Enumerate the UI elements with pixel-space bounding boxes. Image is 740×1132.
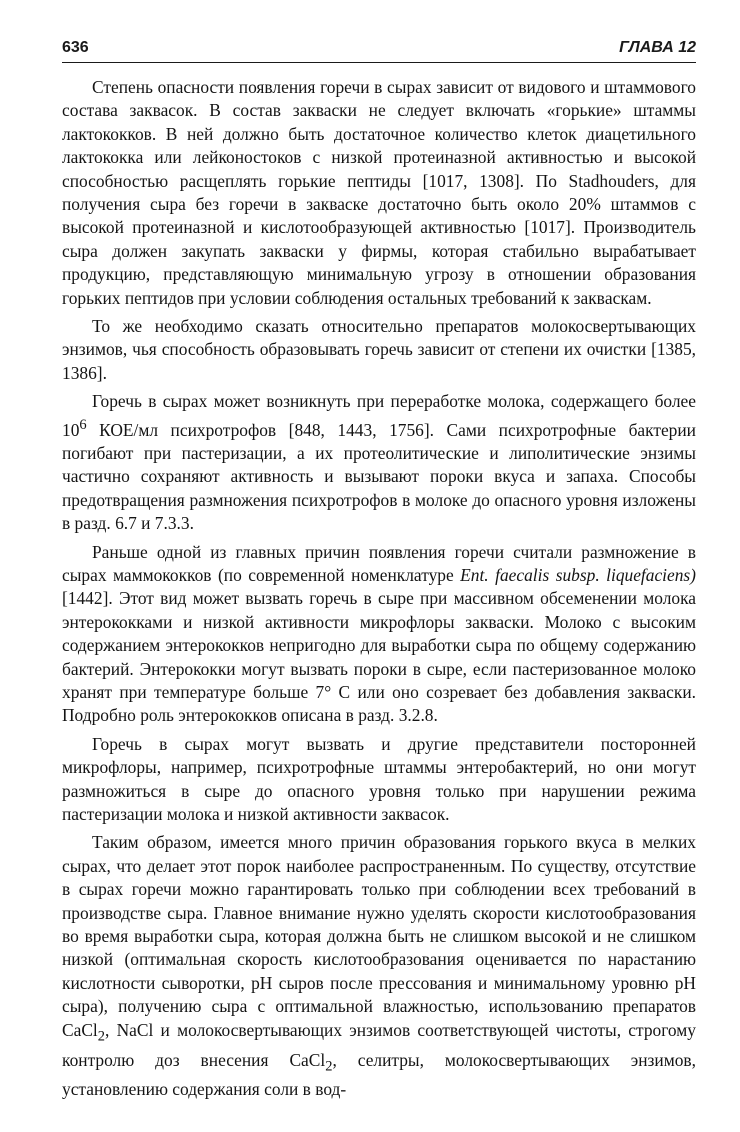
header-rule	[62, 62, 696, 63]
text-segment: Раньше одной из главных причин появления горечи считали размножение в сырах маммококков (по современной номенклатуре	[62, 541, 696, 585]
paragraph-enterococci	[62, 541, 696, 728]
paragraph-psychrotrophs	[62, 390, 696, 535]
paragraph-other-microflora: Горечь в сырах могут вызвать и другие представители посторонней микрофлоры, например, психротрофные штаммы энтеробактерий, но они могут размножиться в сыре до опасного уровня только при нарушении режима пастеризации молока и низкой активности заквасок.	[62, 733, 696, 824]
paragraph-enzymes: То же необходимо сказать относительно препаратов молокосвертывающих энзимов, чья способность образовывать горечь зависит от степени их очистки [1385, 1386].	[62, 316, 696, 383]
text-segment: КОЕ/мл психротрофов [848, 1443, 1756]. Сами психротрофные бактерии погибают при пастеризации, а их протеолитические и липолитические энзимы частично сохраняют активность и вызывают пороки вкуса и запаха. Способы предотвращения размножения психротрофов в молоке до опасного уровня изложены в разд. 6.7 и 7.3.3.	[62, 419, 696, 534]
text-segment: [1442]. Этот вид может вызвать горечь в сыре при массивном обсеменении молока энтерококками и низкой активности микрофлоры закваски. Молоко с высоким содержанием энтерококков непригодно для выработки сыра по общему содержанию бактерий. Энтерококки могут вызвать пороки в сыре, если пастеризованное молоко хранят при температуре больше 7° С или оно созревает без добавления закваски. Подробно роль энтерококков описана в разд. 3.2.8.	[62, 588, 696, 726]
subscript: 2	[325, 1057, 333, 1074]
text-segment: Таким образом, имеется много причин образования горького вкуса в мелких сырах, что делает этот порок наиболее распространенным. По существу, отсутствие в сырах горечи можно гарантировать только при соблюдении всех требований в производстве сыра. Главное внимание нужно уделять скорости кислотообразования во время выработки сыра, которая должна быть не слишком высокой и не слишком низкой (оптимальная скорость кислотообразования оценивается по нарастанию кислотности сыворотки, pH сыров после прессования и минимальному уровню pH сыра), получению сыра с оптимальной влажностью, использованию препаратов CaCl	[62, 832, 696, 1040]
text-segment: , селитры, молокосвертывающих энзимов, установлению содержания соли в вод-	[62, 1049, 696, 1100]
subscript: 2	[97, 1028, 105, 1045]
paragraph-starter-cultures: Степень опасности появления горечи в сырах зависит от видового и штаммового состава заквасок. В состав закваски не следует включать «горькие» штаммы лактококков. В ней должно быть достаточное количество клеток диацетильного лактококка или лейконостоков с низкой протеиназной активностью и высокой способностью расщеплять горькие пептиды [1017, 1308]. По Stadhouders, для получения сыра без горечи в закваске достаточно быть около 20% штаммов с высокой протеиназной и кислотообразующей активностью [1017]. Производитель сыра должен закупать закваски у фирмы, которая стабильно вырабатывает продукцию, представляющую минимальную угрозу в отношении образования горьких пептидов при условии соблюдения остальных требований к заквaскам.	[62, 77, 696, 308]
superscript: 6	[79, 416, 87, 433]
text-segment: , NaCl и молокосвертывающих энзимов соответствующей чистоты, строгому контролю доз внесения CaCl	[62, 1019, 696, 1070]
page-number: 636	[62, 39, 89, 56]
body-text	[62, 76, 696, 1122]
paragraph-conclusion	[62, 831, 696, 1101]
running-header	[62, 37, 696, 61]
chapter-title: ГЛАВА 12	[619, 39, 696, 56]
text-segment: Горечь в сырах может возникнуть при переработке молока, содержащего более 10	[62, 391, 696, 440]
species-name: Ent. faecalis subsp. liquefaciens)	[460, 564, 696, 585]
